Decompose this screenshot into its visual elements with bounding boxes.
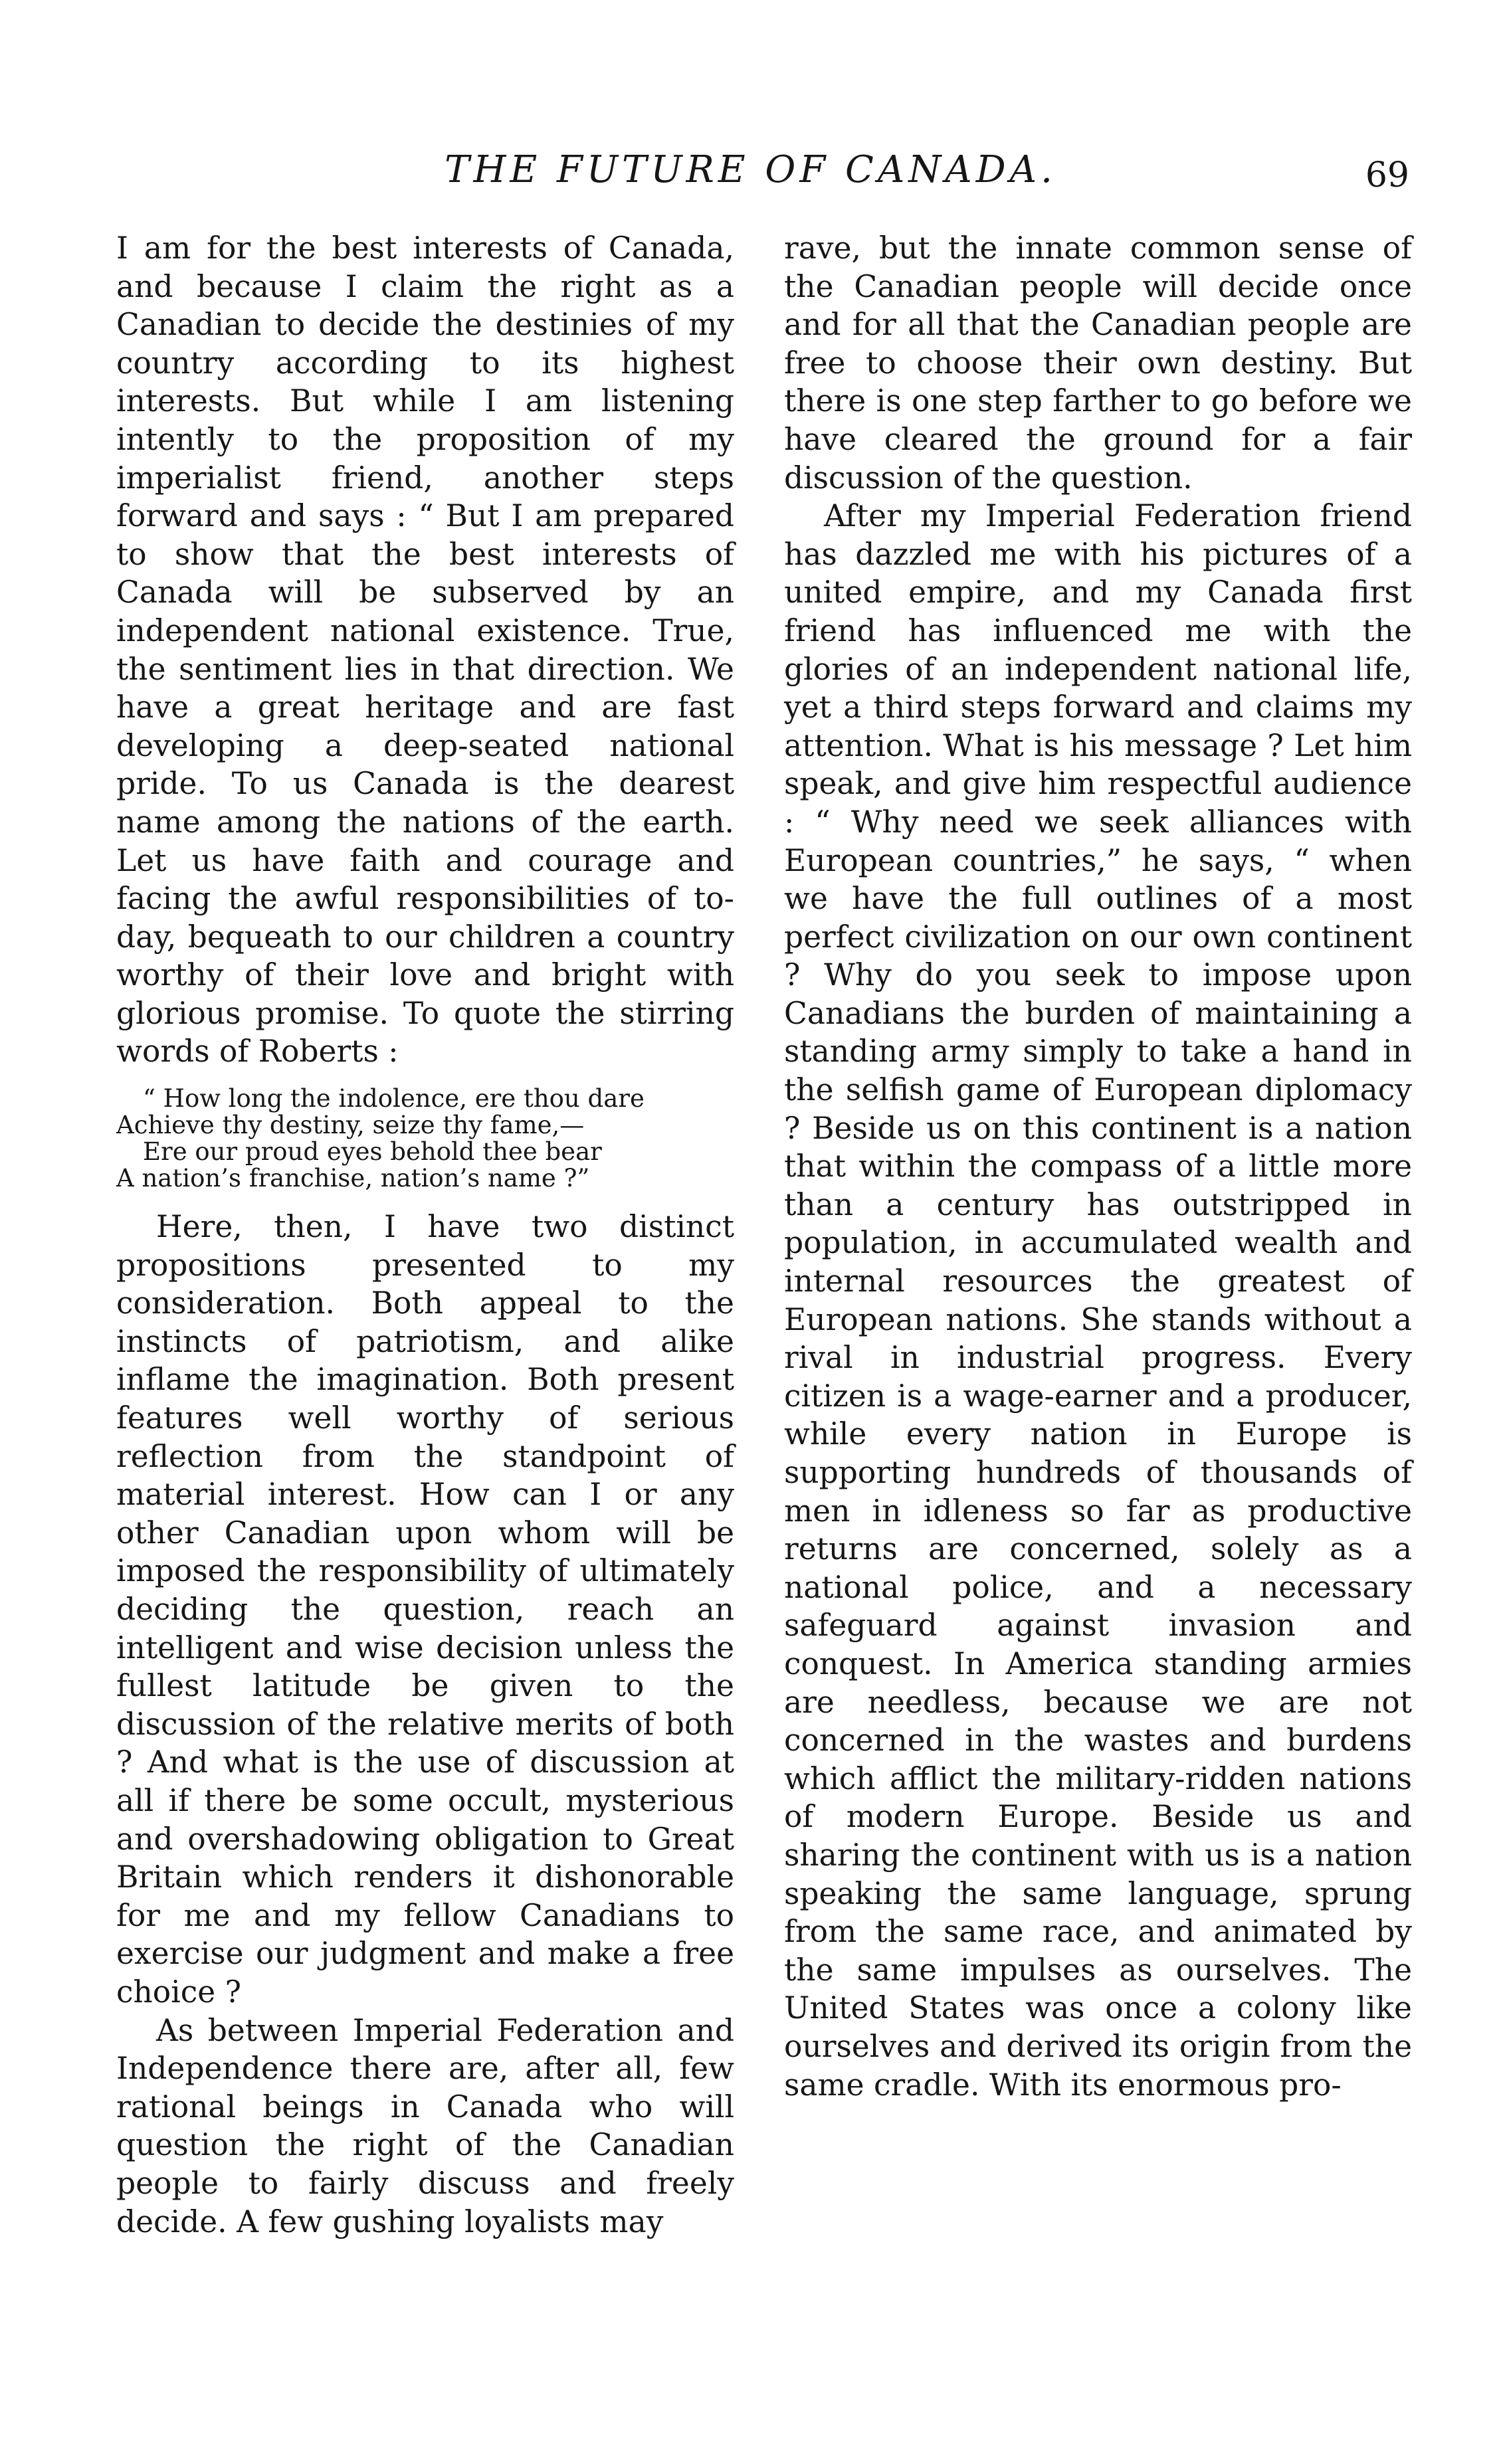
poem-line: A nation’s franchise, nation’s name ?” (116, 1164, 590, 1193)
poem-line: “ How long the indolence, ere thou dare (143, 1084, 645, 1113)
paragraph: As between Imperial Federation and Independence there are, after all, few rational beings in Canada who will question the right of the Canadian people to fairly discuss and freely decide. A few gushing loyalists may (116, 2012, 734, 2239)
paragraph: After my Imperial Federation friend has dazzled me with his pictures of a united empire, and my Canada first friend has influenced me with the glories of an independent national life, yet a third steps forward and claims my attention. What is his message ? Let him speak, and give him respectful audience : “ Why need we seek alliances with European countries,” he says, “ when we have the full outlines of a most perfect civilization on our own continent ? Why do you seek to impose upon Canadians the burden of maintaining a standing army simply to take a hand in the selfish game of European diplomacy ? Beside us on this continent is a nation that within the compass of a little more than a century has outstripped in population, in accumulated wealth and internal resources the greatest of European nations. She stands without a rival in industrial progress. Every citizen is a wage-earner and a producer, while every nation in Europe is supporting hundreds of thousands of men in idleness so far as productive returns are concerned, solely as a national police, and a necessary safeguard against invasion and conquest. In America standing armies are needless, because we are not concerned in the wastes and burdens which afflict the military-ridden nations of modern Europe. Beside us and sharing the continent with us is a nation speaking the same language, sprung from the same race, and animated by the same impulses as ourselves. The United States was once a colony like ourselves and derived its origin from the same cradle. With its enormous pro- (784, 498, 1412, 2103)
running-header-title: THE FUTURE OF CANADA. (445, 148, 1056, 191)
page-number: 69 (1365, 155, 1409, 195)
poem-line: Achieve thy destiny, seize thy fame,— (116, 1111, 585, 1140)
poem-quote (116, 1086, 734, 1192)
poem-line: Ere our proud eyes behold thee bear (143, 1137, 602, 1167)
paragraph: rave, but the innate common sense of the Canadian people will decide once and for all that the Canadian people are free to choose their own destiny. But there is one step farther to go before we have cleared the ground for a fair discussion of the question. (784, 231, 1412, 496)
right-column (784, 229, 1412, 2104)
paragraph: I am for the best interests of Canada, and because I claim the right as a Canadian to decide the destinies of my country according to its highest interests. But while I am listening intently to the proposition of my imperialist friend, another steps forward and says : “ But I am prepared to show that the best interests of Canada will be subserved by an independent national existence. True, the sentiment lies in that direction. We have a great heritage and are fast developing a deep-seated national pride. To us Canada is the dearest name among the nations of the earth. Let us have faith and courage and facing the awful responsibilities of to-day, bequeath to our children a country worthy of their love and bright with glorious promise. To quote the stirring words of Roberts : (116, 231, 734, 1070)
left-column (116, 229, 734, 2241)
paragraph: Here, then, I have two distinct propositions presented to my consideration. Both appeal to the instincts of patriotism, and alike inflame the imagination. Both present features well worthy of serious reflection from the standpoint of material interest. How can I or any other Canadian upon whom will be imposed the responsibility of ultimately deciding the question, reach an intelligent and wise decision unless the fullest latitude be given to the discussion of the relative merits of both ? And what is the use of discussion at all if there be some occult, mysterious and overshadowing obligation to Great Britain which renders it dishonorable for me and my fellow Canadians to exercise our judgment and make a free choice ? (116, 1209, 734, 2010)
